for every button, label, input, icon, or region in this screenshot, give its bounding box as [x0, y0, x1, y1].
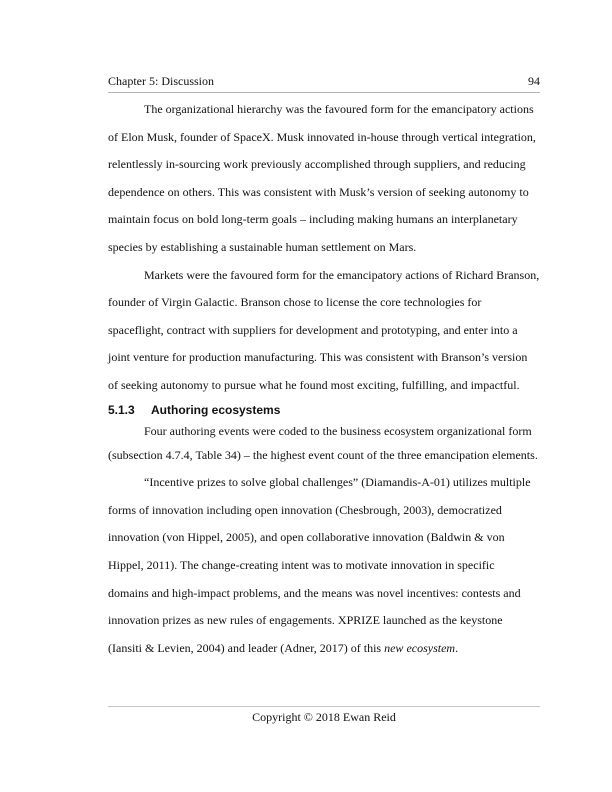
- text-line: Markets were the favoured form for the emancipatory actions of Richard Branson,: [144, 267, 540, 282]
- paragraph-musk: [108, 96, 548, 262]
- paragraph-authoring-events: [108, 420, 548, 470]
- paragraph-incentive-prizes: [108, 469, 548, 662]
- text-segment: .: [455, 640, 459, 655]
- text-line: Hippel, 2011). The change-creating intent was to motivate innovation in specific: [108, 557, 495, 572]
- text-line: forms of innovation including open innovation (Chesbrough, 2003), democratized: [108, 502, 502, 517]
- text-line: [108, 635, 548, 663]
- paragraph-branson: [108, 262, 548, 400]
- text-line: innovation prizes as new rules of engagements. XPRIZE launched as the keystone: [108, 613, 503, 628]
- text-line: “Incentive prizes to solve global challenges” (Diamandis-A-01) utilizes multiple: [144, 475, 531, 490]
- text-line: of seeking autonomy to pursue what he found most exciting, fulfilling, and impactful.: [108, 377, 520, 392]
- footer-divider: [108, 706, 540, 707]
- page-footer: [108, 709, 540, 725]
- section-title: Authoring ecosystems: [151, 402, 281, 417]
- italic-term: new ecosystem: [384, 640, 456, 655]
- page-number: 94: [528, 74, 540, 88]
- chapter-title: Chapter 5: Discussion: [108, 74, 214, 88]
- text-line: The organizational hierarchy was the favoured form for the emancipatory actions: [144, 102, 534, 116]
- text-line: dependence on others. This was consistent with Musk’s version of seeking autonomy to: [108, 184, 529, 199]
- section-number: 5.1.3: [108, 402, 135, 417]
- text-segment: (Iansiti & Levien, 2004) and leader (Adner, 2017) of this: [108, 640, 385, 655]
- text-line: founder of Virgin Galactic. Branson chose to license the core technologies for: [108, 295, 482, 310]
- header-divider: [108, 92, 540, 93]
- text-line: maintain focus on bold long-term goals – including making humans an interplanetary: [108, 212, 518, 227]
- text-line: domains and high-impact problems, and the means was novel incentives: contests and: [108, 585, 521, 600]
- page-header: [108, 73, 540, 89]
- text-line: spaceflight, contract with suppliers for development and prototyping, and enter into a: [108, 322, 518, 337]
- text-line: of Elon Musk, founder of SpaceX. Musk innovated in-house through vertical integration,: [108, 129, 536, 144]
- text-line: species by establishing a sustainable human settlement on Mars.: [108, 239, 417, 254]
- body-text: [108, 96, 548, 662]
- text-line: joint venture for production manufacturing. This was consistent with Branson’s version: [108, 350, 528, 365]
- text-line: Four authoring events were coded to the business ecosystem organizational form: [144, 423, 532, 438]
- copyright-notice: Copyright © 2018 Ewan Reid: [252, 710, 396, 724]
- section-heading: [108, 400, 548, 420]
- text-line: innovation (von Hippel, 2005), and open collaborative innovation (Baldwin & von: [108, 530, 505, 545]
- text-line: (subsection 4.7.4, Table 34) – the highest event count of the three emancipation elements.: [108, 447, 538, 462]
- text-line: relentlessly in-sourcing work previously accomplished through suppliers, and reducing: [108, 157, 526, 172]
